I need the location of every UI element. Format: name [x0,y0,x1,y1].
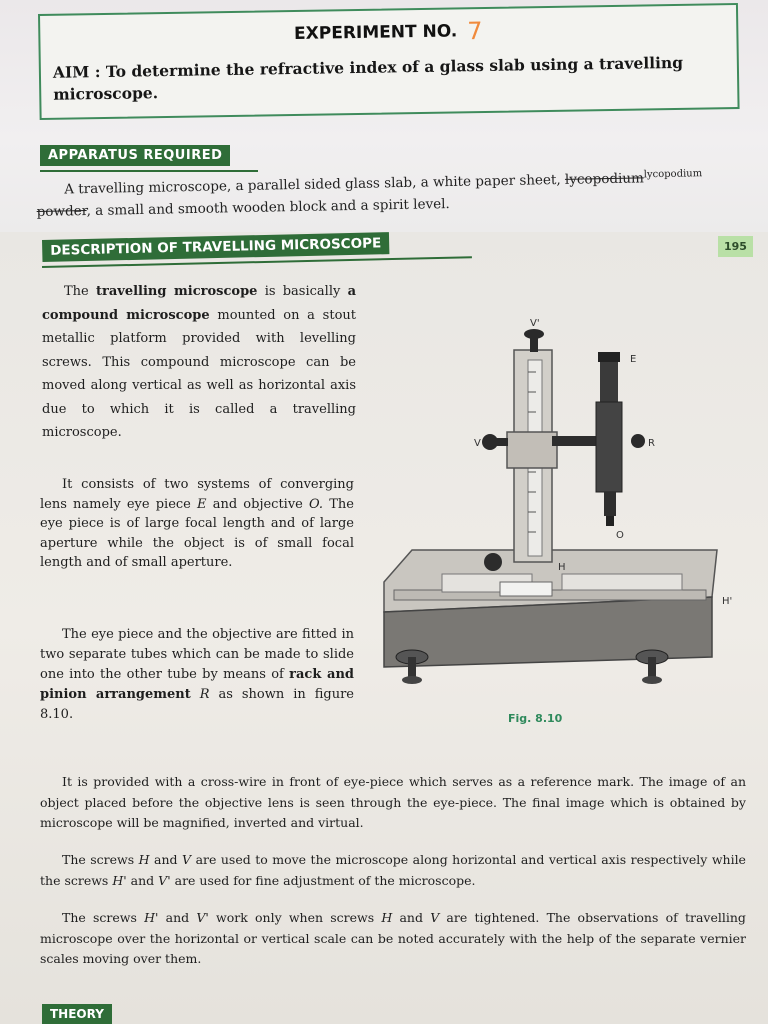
apparatus-text-1: A travelling microscope, a parallel sided glass slab, a white paper sheet, [64,171,561,198]
screw-R [631,434,645,448]
description-paragraph-5: The screws H and V are used to move the microscope along horizontal and vertical axis respectively while the screws H' and V' are used for fine adjustment of the microscope. [40,852,746,888]
apparatus-heading: APPARATUS REQUIRED [40,145,230,166]
label-V-prime: V' [530,318,540,329]
label-R: R [648,438,655,449]
page-number-badge: 195 [718,236,753,257]
description-heading: DESCRIPTION OF TRAVELLING MICROSCOPE [42,232,389,262]
vertical-column [507,329,557,562]
theory-heading: THEORY [42,1004,112,1024]
travelling-microscope-figure [372,312,742,712]
label-V: V [474,438,481,449]
label-H: H [558,562,566,573]
top-sheet [0,0,768,232]
aim-text: To determine the refractive index of a glass slab using a travelling microscope. [53,52,684,104]
apparatus-text-2: , a small and smooth wooden block and a spirit level. [86,196,450,220]
experiment-number: 7 [467,17,483,46]
screw-V-prime [524,329,544,339]
aim-label: AIM : [52,62,101,82]
label-O: O [616,530,624,541]
apparatus-struck-word: lycopodium [564,170,644,188]
description-paragraph-3: The eye piece and the objective are fitted in two separate tubes which can be made to slide one into the other tube by means of rack and pinion arrangement R as shown in figure 8.10. [40,627,354,722]
screw-V [482,434,508,450]
glass-slab [500,582,552,596]
description-paragraph-6: The screws H' and V' work only when screws H and V are tightened. The observations of travelling microscope over the horizontal or vertical scale can be noted accurately with the help of the separate vernier scales moving over them. [40,910,746,966]
aim-statement [53,51,724,106]
experiment-title [40,13,736,52]
description-paragraph-4: It is provided with a cross-wire in front of eye-piece which serves as a reference mark. The image of an object placed before the objective lens is seen through the eye-piece. The final image which is obtained by microscope will be magnified, inverted and virtual. [40,774,746,830]
microscope-tube [596,352,622,526]
microscope-base [384,550,717,667]
screw-H [484,553,502,571]
objective-O [606,516,614,526]
figure-caption: Fig. 8.10 [508,712,563,725]
label-H-prime: H' [722,596,733,607]
experiment-box [38,3,740,120]
experiment-title-text: EXPERIMENT NO. [293,21,458,44]
description-paragraph-2: It consists of two systems of converging lens namely eye piece E and objective O. The eye piece is of large focal length and of large aperture while the object is of small focal length and of small aperture. [40,477,354,570]
description-paragraph-1: The travelling microscope is basically a compound microscope mounted on a stout metallic platform provided with levelling screws. This compound microscope can be moved along vertical as well as horizontal axis due to which it is called a travelling microscope. [42,284,357,440]
apparatus-small-word: lycopodium [643,168,703,181]
apparatus-struck-word-2: powder [36,203,87,220]
label-E: E [630,354,637,365]
